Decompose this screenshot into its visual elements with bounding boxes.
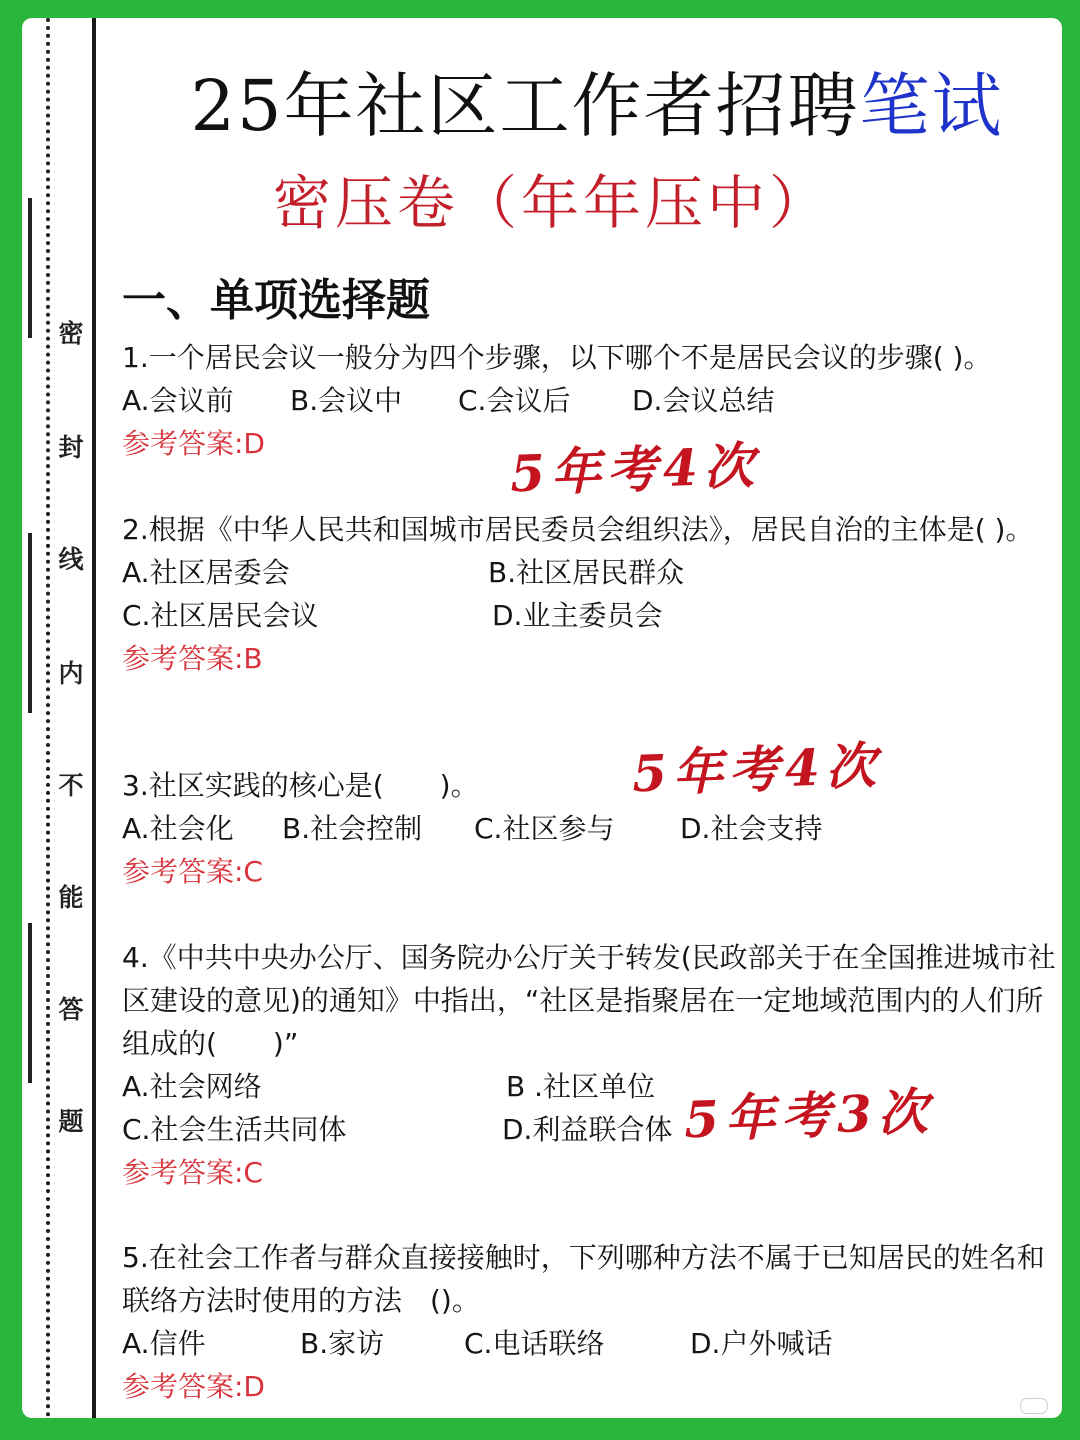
options-row (122, 1322, 1057, 1365)
options-row (122, 807, 1057, 850)
options-row (122, 551, 1057, 594)
question-3 (122, 764, 1057, 893)
option-a: A.社会网络 (122, 1070, 262, 1103)
section-heading: 一、单项选择题 (122, 275, 430, 326)
question-stem: 3.社区实践的核心是( )。 (122, 769, 479, 802)
question-stem: 1.一个居民会议一般分为四个步骤，以下哪个不是居民会议的步骤( )。 (122, 341, 992, 374)
watermark-icon (1020, 1398, 1048, 1414)
page-subtitle: 密压卷（年年压中） (272, 169, 831, 237)
answer-label: 参考答案:D (122, 427, 265, 460)
seal-text-char: 答 (58, 995, 84, 1024)
seal-text-char: 内 (58, 659, 84, 688)
options-row (122, 379, 1057, 422)
frequency-note: 5年考3次 (683, 1081, 935, 1150)
seal-text-char: 密 (58, 319, 84, 348)
option-c: C.社区参与 (474, 812, 615, 845)
seal-text-char: 能 (58, 883, 84, 912)
question-stem: 4.《中共中央办公厅、国务院办公厅关于转发(民政部关于在全国推进城市社区建设的意见)的通知》中指出，“社区是指聚居在一定地域范围内的人们所组成的( )” (122, 941, 1056, 1060)
option-b: B.会议中 (290, 384, 403, 417)
title-accent-text: 笔试 (859, 65, 1004, 147)
option-b: B .社区单位 (506, 1070, 656, 1103)
perforation-line (46, 18, 50, 1418)
page-title (157, 50, 1037, 151)
seal-text-char: 封 (58, 433, 84, 462)
option-d: D.会议总结 (632, 384, 775, 417)
option-d: D.社会支持 (680, 812, 823, 845)
question-stem: 5.在社会工作者与群众直接接触时，下列哪种方法不属于已知居民的姓名和联络方法时使用的方法 ()。 (122, 1241, 1045, 1317)
option-c: C.社区居民会议 (122, 599, 319, 632)
option-a: A.信件 (122, 1327, 206, 1360)
question-4 (122, 936, 1057, 1194)
title-main-text: 25年社区工作者招聘 (190, 65, 860, 147)
option-b: B.社会控制 (282, 812, 423, 845)
exam-paper (22, 18, 1062, 1418)
option-c: C.社会生活共同体 (122, 1113, 347, 1146)
seal-text-char: 题 (58, 1107, 84, 1136)
options-row (122, 594, 1057, 637)
question-stem: 2.根据《中华人民共和国城市居民委员会组织法》，居民自治的主体是( )。 (122, 513, 1034, 546)
question-5 (122, 1236, 1057, 1408)
option-a: A.会议前 (122, 384, 234, 417)
option-d: D.业主委员会 (492, 599, 663, 632)
option-a: A.社区居委会 (122, 556, 290, 589)
option-c: C.电话联络 (464, 1327, 605, 1360)
seal-margin-rule (92, 18, 96, 1418)
binding-mark (28, 533, 32, 713)
option-b: B.家访 (300, 1327, 385, 1360)
option-a: A.社会化 (122, 812, 234, 845)
seal-text-char: 线 (58, 545, 84, 574)
frequency-note: 5年考4次 (631, 735, 883, 804)
answer-label: 参考答案:C (122, 1156, 263, 1189)
option-d: D.利益联合体 (502, 1113, 673, 1146)
question-2 (122, 508, 1057, 680)
answer-label: 参考答案:D (122, 1370, 265, 1403)
binding-mark (28, 923, 32, 1083)
option-b: B.社区居民群众 (488, 556, 685, 589)
frequency-note: 5年考4次 (509, 435, 761, 504)
option-d: D.户外喊话 (690, 1327, 833, 1360)
answer-label: 参考答案:C (122, 855, 263, 888)
seal-text-char: 不 (58, 771, 84, 800)
option-c: C.会议后 (458, 384, 571, 417)
binding-mark (28, 198, 32, 338)
answer-label: 参考答案:B (122, 642, 263, 675)
